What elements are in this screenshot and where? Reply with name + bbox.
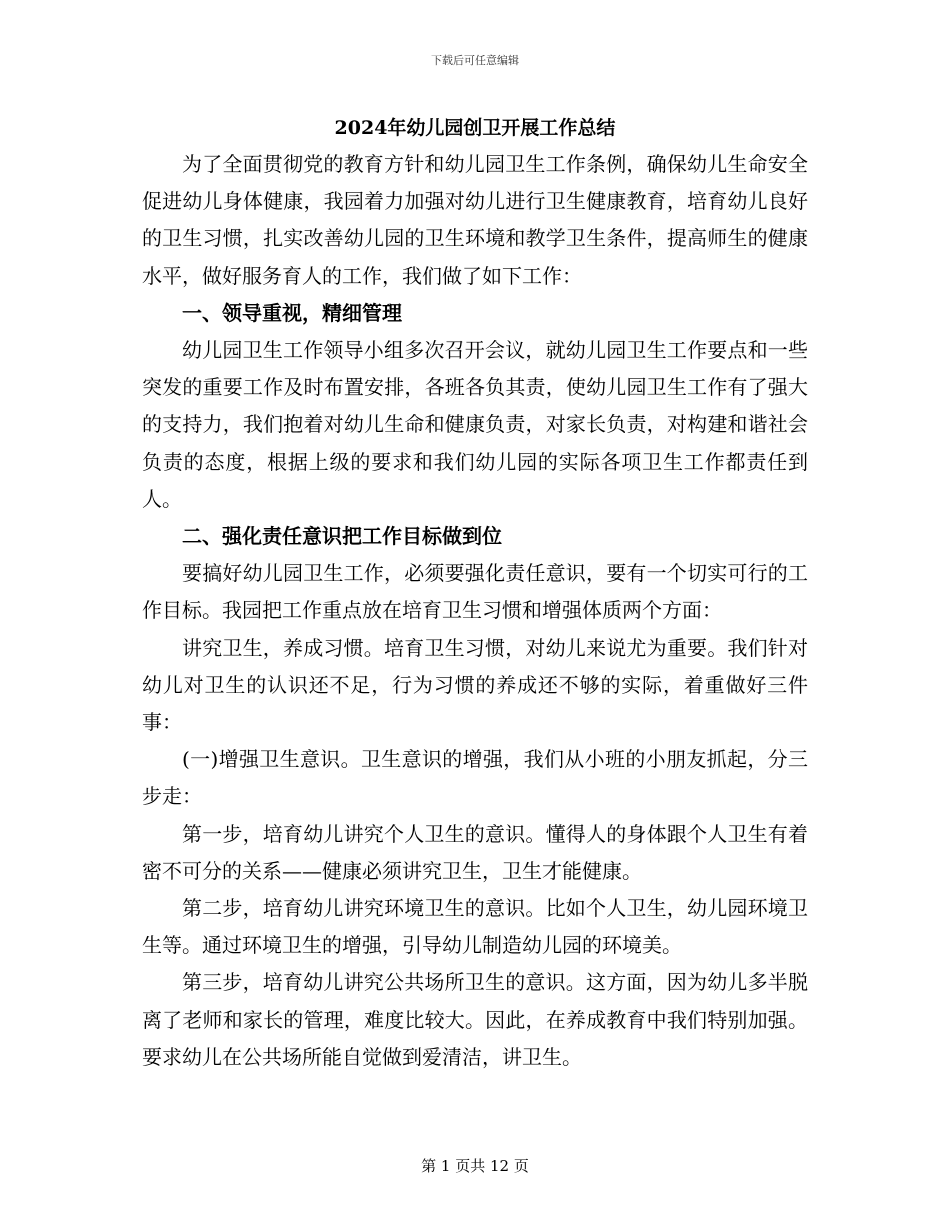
page-header: 下载后可任意编辑 [431,54,519,67]
section-heading-2: 二、强化责任意识把工作目标做到位 [182,524,502,549]
document-body [142,146,808,1076]
paragraph-awareness: (一)增强卫生意识。卫生意识的增强，我们从小班的小朋友抓起，分三步走： [142,747,808,809]
paragraph-habits: 讲究卫生，养成习惯。培育卫生习惯，对幼儿来说尤为重要。我们针对幼儿对卫生的认识还不足，行为习惯的养成还不够的实际，着重做好三件事： [142,635,808,735]
paragraph-leadership: 幼儿园卫生工作领导小组多次召开会议，就幼儿园卫生工作要点和一些突发的重要工作及时布置安排，各班各负其责，使幼儿园卫生工作有了强大的支持力，我们抱着对幼儿生命和健康负责，对家长负责，对构建和谐社会负责的态度，根据上级的要求和我们幼儿园的实际各项卫生工作都责任到人。 [142,338,808,511]
paragraph-step-one: 第一步，培育幼儿讲究个人卫生的意识。懂得人的身体跟个人卫生有着密不可分的关系——健康必须讲究卫生，卫生才能健康。 [142,821,808,883]
paragraph-step-two: 第二步，培育幼儿讲究环境卫生的意识。比如个人卫生，幼儿园环境卫生等。通过环境卫生的增强，引导幼儿制造幼儿园的环境美。 [142,896,808,958]
section-heading-1: 一、领导重视，精细管理 [182,300,402,325]
document-title: 2024年幼儿园创卫开展工作总结 [334,117,616,139]
paragraph-step-three: 第三步，培育幼儿讲究公共场所卫生的意识。这方面，因为幼儿多半脱离了老师和家长的管理，难度比较大。因此，在养成教育中我们特别加强。要求幼儿在公共场所能自觉做到爱清洁，讲卫生。 [142,970,808,1069]
paragraph-intro: 为了全面贯彻党的教育方针和幼儿园卫生工作条例，确保幼儿生命安全促进幼儿身体健康，我园着力加强对幼儿进行卫生健康教育，培育幼儿良好的卫生习惯，扎实改善幼儿园的卫生环境和教学卫生条件，提高师生的健康水平，做好服务育人的工作，我们做了如下工作： [142,152,808,288]
paragraph-goals: 要搞好幼儿园卫生工作，必须要强化责任意识，要有一个切实可行的工作目标。我园把工作重点放在培育卫生习惯和增强体质两个方面： [142,561,808,623]
page-footer: 第 1 页共 12 页 [421,1157,529,1175]
